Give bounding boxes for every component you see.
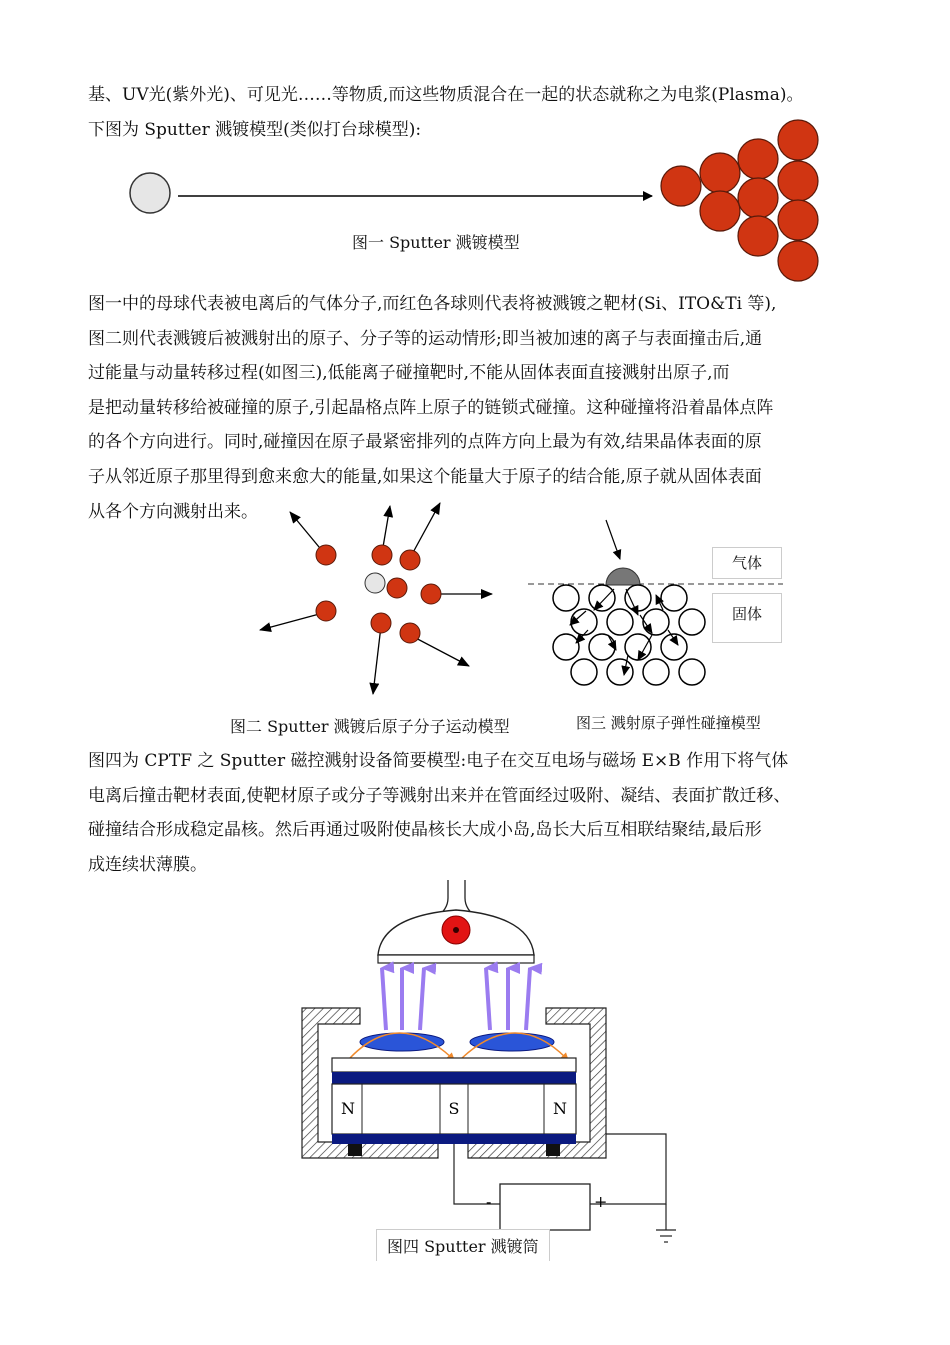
terminal-plus: +: [594, 1192, 608, 1211]
text-line: 成连续状薄膜。: [88, 854, 207, 875]
text-line: 的各个方向进行。同时,碰撞因在原子最紧密排列的点阵方向上最为有效,结果晶体表面的原: [88, 432, 762, 453]
figure-1-caption: 图一 Sputter 溅镀模型: [352, 233, 520, 252]
foot-left: [348, 1144, 362, 1156]
text-line: 下图为 Sputter 溅镀模型(类似打台球模型):: [88, 119, 422, 140]
gas-label: 气体: [712, 547, 782, 579]
text-line: 基、UV光(紫外光)、可见光……等物质,而这些物质混合在一起的状态就称之为电浆(Plasma)。: [88, 85, 804, 105]
terminal-minus: -: [486, 1192, 492, 1211]
substrate-plate: [378, 955, 534, 963]
paragraph-3: [88, 744, 866, 882]
pole-center: S: [448, 1099, 460, 1118]
text-line: 子从邻近原子那里得到愈来愈大的能量,如果这个能量大于原子的结合能,原子就从固体表面: [88, 466, 762, 487]
figure-4-sputter-chamber: [290, 880, 700, 1260]
paragraph-2: [88, 287, 866, 529]
foot-right: [546, 1144, 560, 1156]
text-line: 从各个方向溅射出来。: [88, 501, 258, 522]
cue-ball: [130, 173, 170, 213]
pole-right: N: [553, 1099, 567, 1118]
figure-3-caption: 图三 溅射原子弹性碰撞模型: [576, 714, 761, 732]
figure-4-caption: 图四 Sputter 溅镀筒: [376, 1229, 550, 1261]
target-atoms: [661, 120, 818, 281]
pole-left: N: [341, 1099, 355, 1118]
solid-label: 固体: [712, 593, 782, 643]
text-line: 图二则代表溅镀后被溅射出的原子、分子等的运动情形;即当被加速的离子与表面撞击后,通: [88, 328, 763, 349]
figure-2-sputter-motion: [250, 498, 510, 703]
target-plate: [332, 1058, 576, 1072]
incident-ion: [606, 568, 640, 585]
figure-1-billiard-model: [120, 118, 830, 288]
text-line: 是把动量转移给被碰撞的原子,引起晶格点阵上原子的链锁式碰撞。这种碰撞将沿着晶体点阵: [88, 397, 774, 418]
text-line: 碰撞结合形成稳定晶核。然后再通过吸附使晶核长大成小岛,岛长大后互相联结聚结,最后形: [88, 820, 762, 841]
text-line: 电离后撞击靶材表面,使靶材原子或分子等溅射出来并在管面经过吸附、凝结、表面扩散迁移、: [88, 785, 791, 806]
text-line: 图一中的母球代表被电离后的气体分子,而红色各球则代表将被溅镀之靶材(Si、ITO&Ti 等),: [88, 294, 777, 314]
text-line: 图四为 CPTF 之 Sputter 磁控溅射设备简要模型:电子在交互电场与磁场 E×B 作用下将气体: [88, 751, 789, 771]
text-line: 过能量与动量转移过程(如图三),低能离子碰撞靶时,不能从固体表面直接溅射出原子,而: [88, 363, 730, 384]
power-supply: [500, 1184, 590, 1230]
figure-2-caption: 图二 Sputter 溅镀后原子分子运动模型: [230, 717, 510, 736]
